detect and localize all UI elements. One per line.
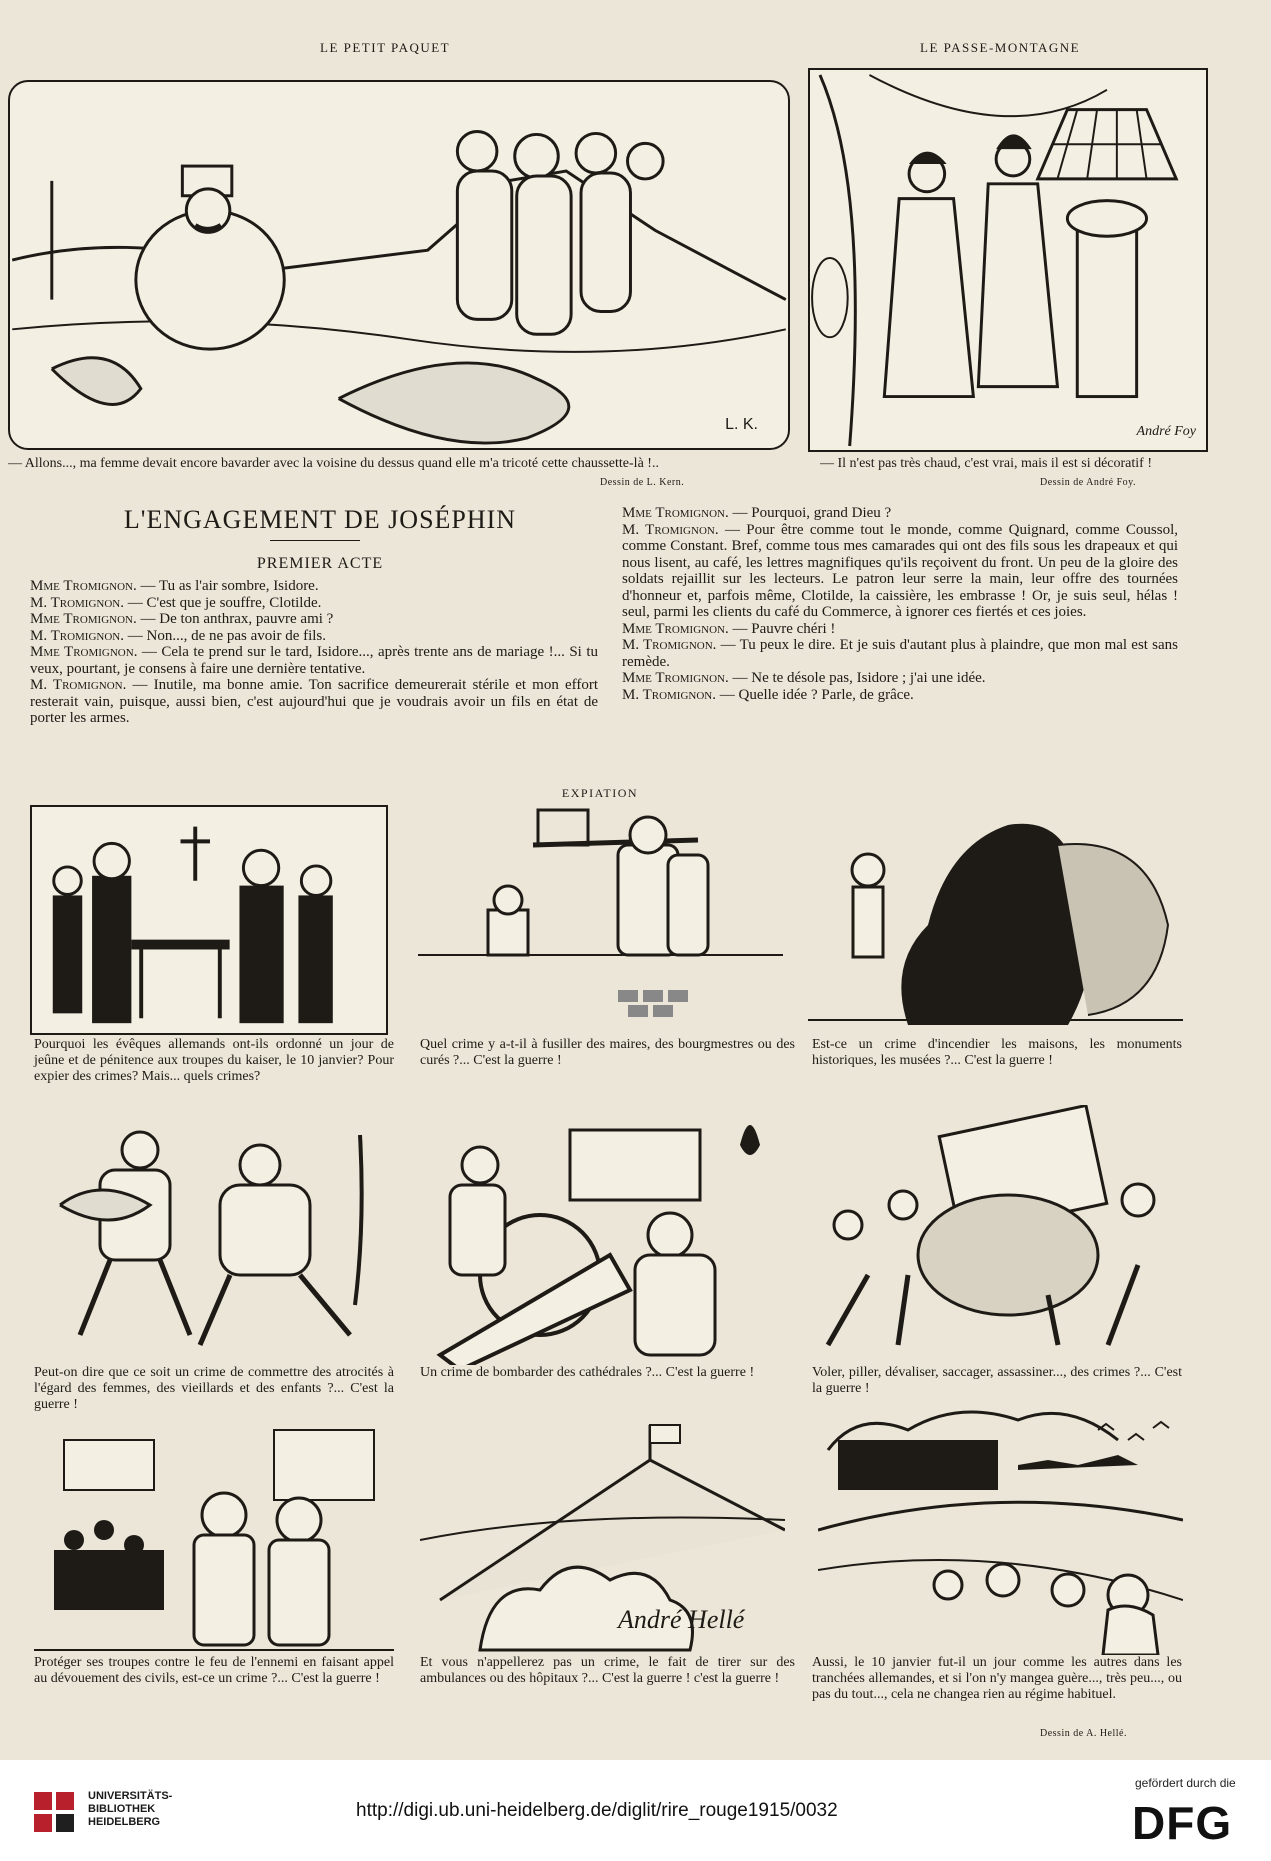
firing-squad-drawing	[418, 805, 783, 1035]
dfg-logo: DFG	[1132, 1797, 1233, 1849]
caption-women-lamp-text: — Il n'est pas très chaud, c'est vrai, mais il est si décoratif !	[820, 456, 1153, 471]
caption-trenches: Aussi, le 10 janvier fut-il un jour comme les autres dans les tranchées allemandes, et si l'on n'y mangea guère..., très peu..., ou pas du tout..., cela ne changea rien au régime habituel.	[812, 1655, 1182, 1702]
act-heading: PREMIER ACTE	[256, 555, 384, 572]
speaker: Mme Tromignon.	[622, 620, 729, 637]
line-text: — Quelle idée ? Parle, de grâce.	[715, 686, 914, 703]
permalink-url[interactable]: http://digi.ub.uni-heidelberg.de/diglit/rire_rouge1915/0032	[356, 1800, 838, 1821]
footer-bar	[0, 1760, 1271, 1861]
line-text: — Pauvre chéri !	[728, 620, 836, 637]
library-name-line: UNIVERSITÄTS-	[88, 1790, 173, 1802]
bishops-praying-drawing	[32, 807, 386, 1033]
speaker: M. Tromignon.	[30, 594, 124, 611]
dialogue-line	[622, 505, 1178, 522]
line-text: — Non..., de ne pas avoir de fils.	[123, 627, 327, 644]
story-title: L'ENGAGEMENT DE JOSÉPHIN	[123, 505, 517, 534]
cannon-drawing	[420, 1105, 785, 1365]
women-lamp-drawing	[810, 70, 1206, 450]
looting-drawing	[808, 1105, 1183, 1360]
illustration-soldier-sock	[8, 80, 790, 450]
panel-cannon	[420, 1105, 785, 1365]
line-text: — De ton anthrax, pauvre ami ?	[136, 611, 334, 627]
dialogue-line	[622, 637, 1178, 670]
dialogue-line	[622, 687, 1178, 704]
atrocities-drawing	[30, 1105, 390, 1360]
speaker: Mme Tromignon.	[622, 670, 729, 686]
caption-soldier-sock-text: — Allons..., ma femme devait encore bavarder avec la voisine du dessus quand elle m'a tricoté cette chaussette-là !..	[8, 456, 659, 471]
library-name	[88, 1790, 172, 1829]
speaker: Mme Tromignon.	[30, 644, 138, 660]
arson-drawing	[808, 805, 1183, 1035]
panel-arson	[808, 805, 1183, 1035]
panel-looting	[808, 1105, 1183, 1360]
line-text: — Inutile, ma bonne amie. Ton sacrifice demeurerait stérile et mon effort resterait vain, puisque, aussi bien, c'est aujourd'hui que je voudrais avoir un fils en état de porter les armes.	[30, 677, 599, 726]
speaker: Mme Tromignon.	[622, 505, 729, 521]
dialogue-line	[30, 628, 598, 645]
illustration-women-lamp	[808, 68, 1208, 452]
soldier-sock-drawing	[10, 82, 788, 448]
line-text: — Ne te désole pas, Isidore ; j'ai une idée.	[728, 670, 986, 686]
line-text: — Pourquoi, grand Dieu ?	[728, 505, 892, 521]
caption-firing-squad: Quel crime y a-t-il à fusiller des maires, des bourgmestres ou des curés ?... C'est la guerre !	[420, 1037, 795, 1068]
story-column-right	[622, 505, 1178, 703]
line-text: — Pour être comme tout le monde, comme Quignard, comme Coussol, comme Constant. Bref, comme tous mes camarades qui ont des fils sous les drapeaux et qui nous lisent, au café, les lettres magnifiques qu'ils reçoivent du front. Un peu de la gloire des soldats rejaillit sur les lecteurs. Le patron leur serre la main, leur offre des tournées d'honneur et, parfois même, Clotilde, la caissière, les embrasse ! Or, je suis seul, hélas ! seul, parmi les clients du café du Commerce, à ignorer ces fiertés et ces joies.	[622, 521, 1178, 620]
caption-atrocities: Peut-on dire que ce soit un crime de commettre des atrocités à l'égard des femmes, des vieillards et des enfants ?... C'est la guerre !	[34, 1365, 394, 1412]
signature-foy: André Foy	[1136, 424, 1196, 439]
human-shields-drawing	[34, 1420, 394, 1655]
library-name-line: HEIDELBERG	[88, 1816, 161, 1828]
speaker: Mme Tromignon.	[30, 611, 137, 627]
caption-human-shields: Protéger ses troupes contre le feu de l'ennemi en faisant appel au dévouement des civils, est-ce un crime ?... C'est la guerre !	[34, 1655, 394, 1686]
library-name-line: BIBLIOTHEK	[88, 1803, 156, 1815]
running-header-right: LE PASSE-MONTAGNE	[920, 40, 1081, 55]
panel-trenches	[818, 1410, 1183, 1655]
credit-foy: Dessin de André Foy.	[1040, 477, 1137, 488]
panel-human-shields	[34, 1420, 394, 1655]
expiation-heading: EXPIATION	[561, 786, 639, 800]
speaker: Mme Tromignon.	[30, 578, 137, 594]
caption-bishops: Pourquoi les évêques allemands ont-ils ordonné un jour de jeûne et de pénitence aux troupes du kaiser, le 10 janvier? Pour expier des crimes? Mais... quels crimes?	[34, 1037, 394, 1084]
dialogue-line	[30, 578, 598, 595]
line-text: — C'est que je souffre, Clotilde.	[123, 594, 322, 611]
caption-arson: Est-ce un crime d'incendier les maisons, les monuments historiques, les musées ?... C'est la guerre !	[812, 1037, 1182, 1068]
line-text: — Cela te prend sur le tard, Isidore..., après trente ans de mariage !... Si tu veux, pourtant, je consens à faire une dernière tentative.	[30, 644, 598, 677]
caption-cannon: Un crime de bombarder des cathédrales ?... C'est la guerre !	[420, 1365, 755, 1380]
dialogue-line	[30, 677, 598, 727]
running-header-left: LE PETIT PAQUET	[320, 40, 451, 55]
line-text: — Tu peux le dire. Et je suis d'autant plus à plaindre, que mon mal est sans remède.	[622, 637, 1179, 670]
speaker: M. Tromignon.	[622, 686, 716, 703]
title-rule	[270, 540, 360, 541]
signature-helle: André Hellé	[618, 1605, 745, 1634]
caption-women-lamp	[820, 456, 1212, 472]
dialogue-line	[622, 621, 1178, 638]
signature-kern: L. K.	[725, 416, 758, 433]
caption-looting: Voler, piller, dévaliser, saccager, assassiner..., des crimes ?... C'est la guerre !	[812, 1365, 1182, 1396]
speaker: M. Tromignon.	[622, 521, 719, 538]
speaker: M. Tromignon.	[30, 627, 124, 644]
heidelberg-logo-icon	[30, 1788, 80, 1838]
panel-atrocities	[30, 1105, 390, 1360]
dialogue-line	[622, 522, 1178, 621]
caption-soldier-sock	[8, 456, 790, 472]
funded-by-label: gefördert durch die	[1135, 1776, 1236, 1790]
trenches-drawing	[818, 1410, 1183, 1655]
credit-kern: Dessin de L. Kern.	[600, 477, 685, 488]
dialogue-line	[30, 644, 598, 677]
speaker: M. Tromignon.	[30, 677, 127, 693]
story-column-left	[30, 578, 598, 727]
speaker: M. Tromignon.	[622, 637, 717, 653]
dialogue-line	[30, 595, 598, 612]
panel-firing-squad	[418, 805, 783, 1035]
panel-bishops-praying	[30, 805, 388, 1035]
caption-ambulance: Et vous n'appellerez pas un crime, le fait de tirer sur des ambulances ou des hôpitaux ?... C'est la guerre ! c'est la guerre !	[420, 1655, 795, 1686]
line-text: — Tu as l'air sombre, Isidore.	[136, 578, 319, 594]
heidelberg-logo-mark	[30, 1788, 80, 1838]
dialogue-line	[30, 611, 598, 628]
dialogue-line	[622, 670, 1178, 687]
credit-helle: Dessin de A. Hellé.	[1040, 1728, 1127, 1739]
